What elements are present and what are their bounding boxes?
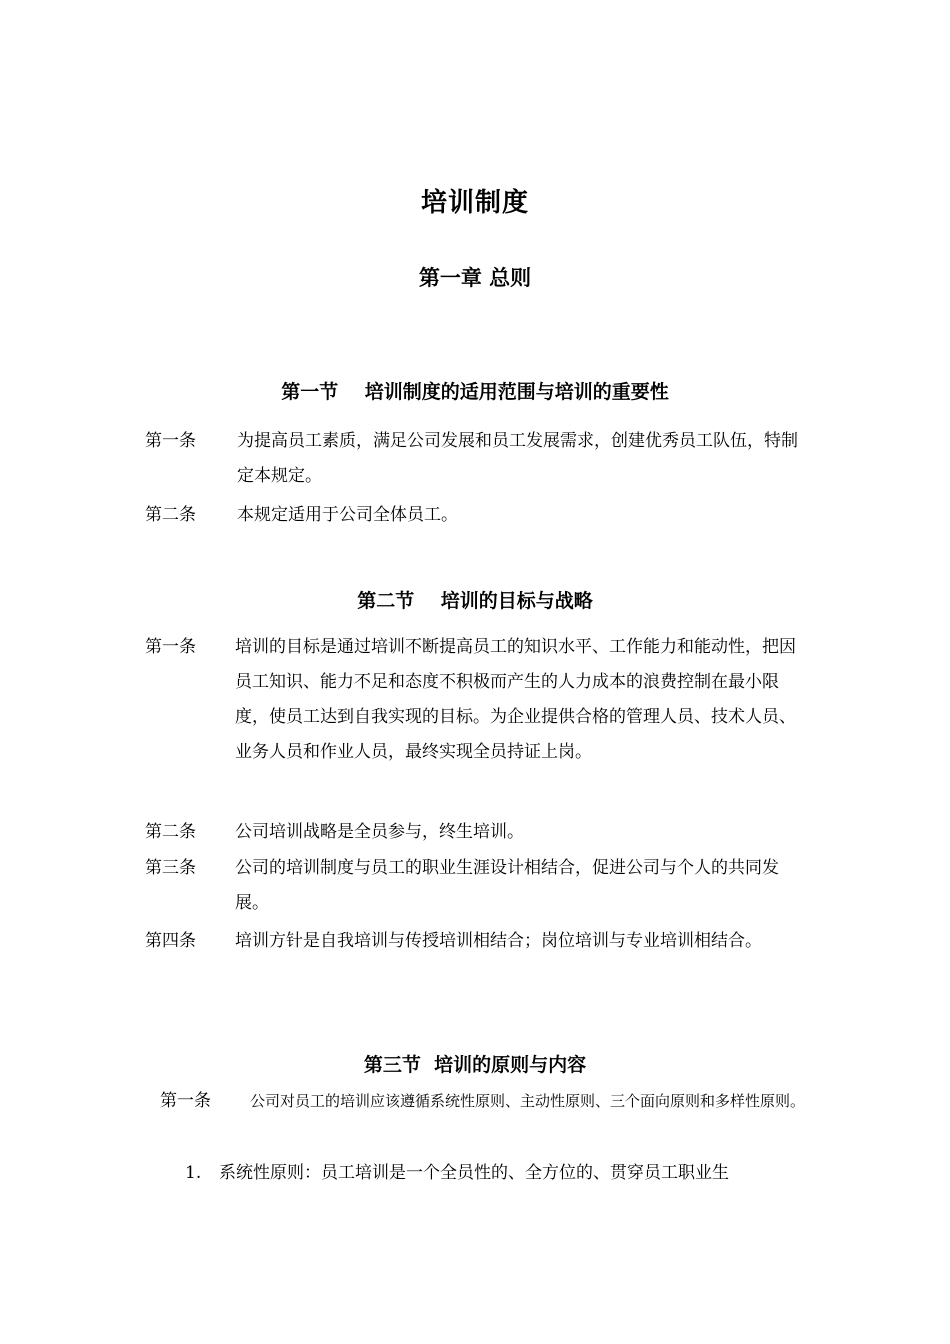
article-s2-4 [145,924,810,959]
article-s2-1 [145,630,810,770]
article-s2-2 [145,815,810,850]
list-item-1 [185,1157,810,1189]
article-label: 第二条 [145,822,196,842]
article-label: 第三条 [145,858,196,878]
section-heading-1: 第一节 培训制度的适用范围与培训的重要性 [281,381,669,403]
article-s3-1 [160,1085,805,1118]
list-number: 1. [185,1163,202,1183]
article-text: 公司对员工的培训应该遵循系统性原则、主动性原则、三个面向原则和多样性原则。 [250,1092,806,1110]
article-s1-1 [145,424,810,494]
article-label: 第四条 [145,931,196,951]
article-text: 培训方针是自我培训与传授培训相结合；岗位培训与专业培训相结合。 [235,931,762,951]
article-text: 培训的目标是通过培训不断提高员工的知识水平、工作能力和能动性，把因员工知识、能力不足和态度不积极而产生的人力成本的浪费控制在最小限度，使员工达到自我实现的目标。为企业提供合格的管理人员、技术人员、业务人员和作业人员，最终实现全员持证上岗。 [235,637,796,762]
chapter-heading: 第一章 总则 [418,266,532,290]
list-text: 系统性原则：员工培训是一个全员性的、全方位的、贯穿员工职业生 [219,1163,729,1183]
article-text: 本规定适用于公司全体员工。 [237,505,458,525]
article-text: 公司的培训制度与员工的职业生涯设计相结合，促进公司与个人的共同发展。 [235,858,779,913]
section-heading-3: 第三节 培训的原则与内容 [363,1054,587,1076]
article-label: 第一条 [160,1091,211,1111]
article-label: 第一条 [145,431,196,451]
article-text: 为提高员工素质，满足公司发展和员工发展需求，创建优秀员工队伍，特制定本规定。 [237,431,798,486]
article-text: 公司培训战略是全员参与，终生培训。 [235,822,524,842]
article-label: 第一条 [145,637,196,657]
document-title: 培训制度 [420,188,529,218]
section-heading-2: 第二节 培训的目标与战略 [357,590,593,612]
article-s2-3 [145,851,810,921]
article-label: 第二条 [145,505,196,525]
article-s1-2 [145,498,810,533]
